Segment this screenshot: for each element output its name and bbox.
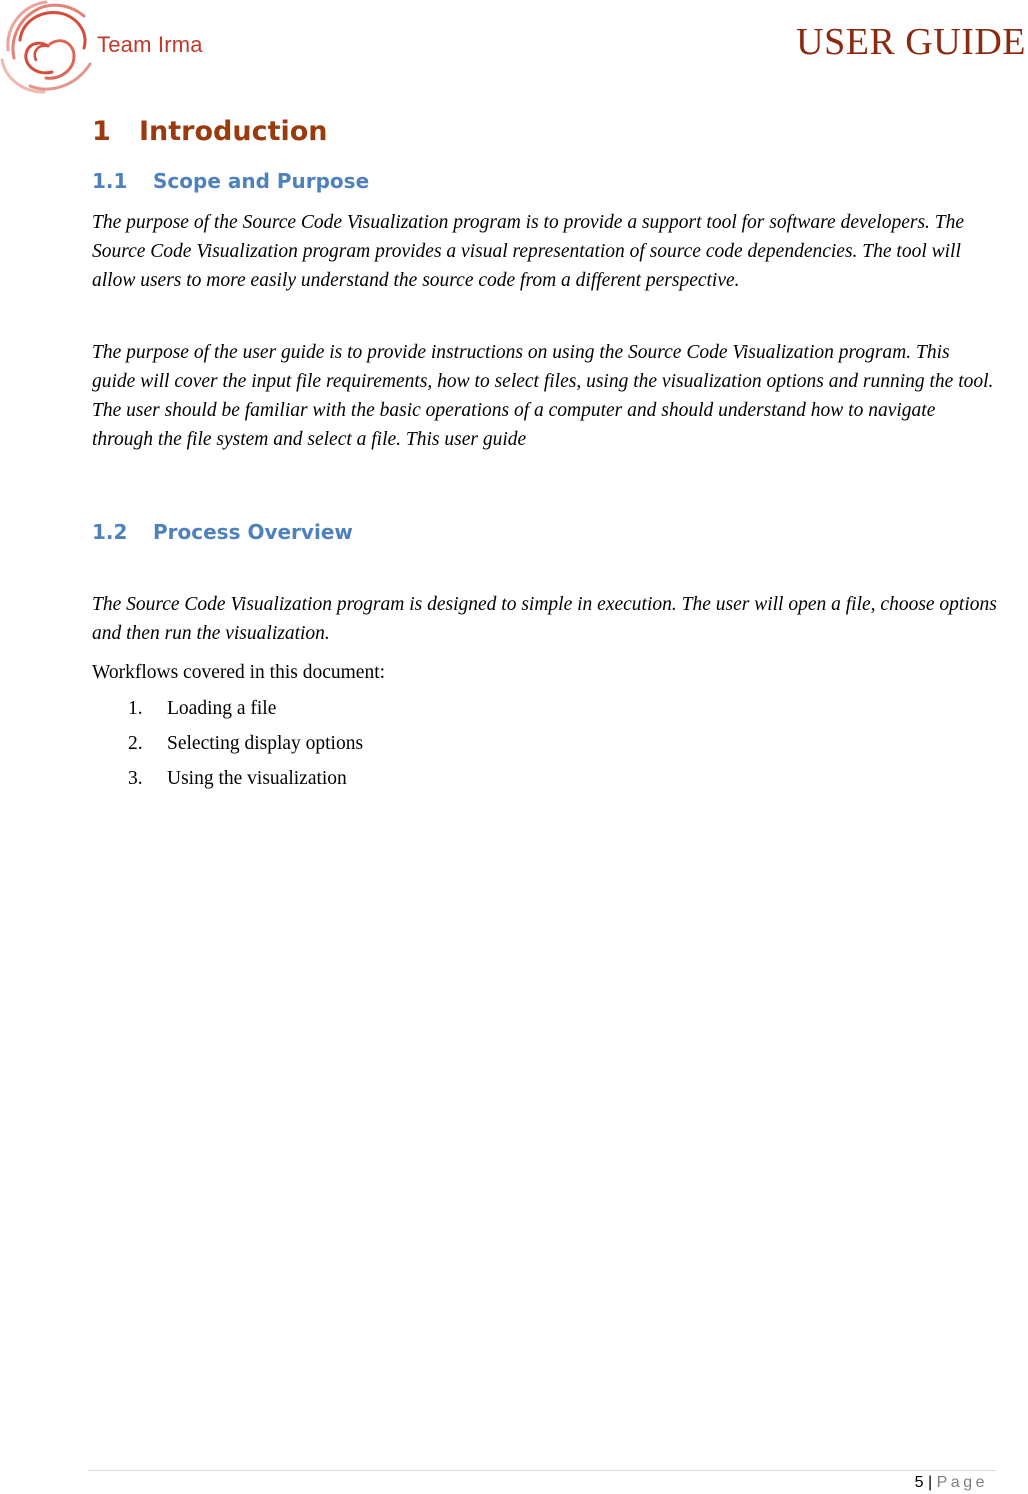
scope-paragraph-1: The purpose of the Source Code Visualization program is to provide a support tool for software developers. The Source Code Visualization program provides a visual representation of source code dependencies. The tool will allow users to more easily understand the source code from a different perspective.	[92, 212, 965, 291]
list-item-number: 2.	[128, 733, 143, 754]
subsection-number: 1.2	[92, 520, 128, 544]
subsection-title: Process Overview	[153, 520, 353, 544]
section-heading-introduction	[92, 110, 997, 156]
page-header	[0, 0, 1028, 100]
list-item-number: 3.	[128, 768, 143, 789]
section-title: Introduction	[139, 116, 328, 147]
logo-text: Team Irma	[97, 32, 203, 57]
subsection-heading-process	[92, 517, 997, 547]
list-item-text: Selecting display options	[167, 733, 364, 754]
footer-separator: |	[923, 1474, 937, 1491]
list-item	[92, 691, 997, 726]
list-item-text: Loading a file	[167, 698, 277, 719]
page-label: Page	[936, 1474, 988, 1491]
list-item-number: 1.	[128, 698, 143, 719]
subsection-number: 1.1	[92, 169, 128, 193]
list-item-text: Using the visualization	[167, 768, 347, 789]
scope-paragraph-2: The purpose of the user guide is to provide instructions on using the Source Code Visualization program. This guide will cover the input file requirements, how to select files, using the visualization options and running the tool. The user should be familiar with the basic operations of a computer and should understand how to navigate through the file system and select a file. This user guide	[92, 342, 994, 450]
page-footer	[915, 1474, 988, 1492]
subsection-title: Scope and Purpose	[153, 169, 370, 193]
workflows-label: Workflows covered in this document:	[92, 662, 386, 683]
page-number: 5	[914, 1474, 924, 1491]
process-paragraph: The Source Code Visualization program is designed to simple in execution. The user will open a file, choose options and then run the visualization.	[92, 594, 997, 644]
list-item	[92, 726, 997, 761]
team-logo	[0, 0, 215, 96]
list-item	[92, 761, 997, 796]
subsection-heading-scope	[92, 166, 997, 196]
footer-divider	[88, 1470, 996, 1471]
page-content	[92, 110, 997, 796]
spiral-logo-icon	[0, 0, 100, 96]
section-number: 1	[92, 116, 111, 147]
document-title: USER GUIDE	[796, 21, 1026, 63]
workflows-list	[92, 691, 997, 796]
